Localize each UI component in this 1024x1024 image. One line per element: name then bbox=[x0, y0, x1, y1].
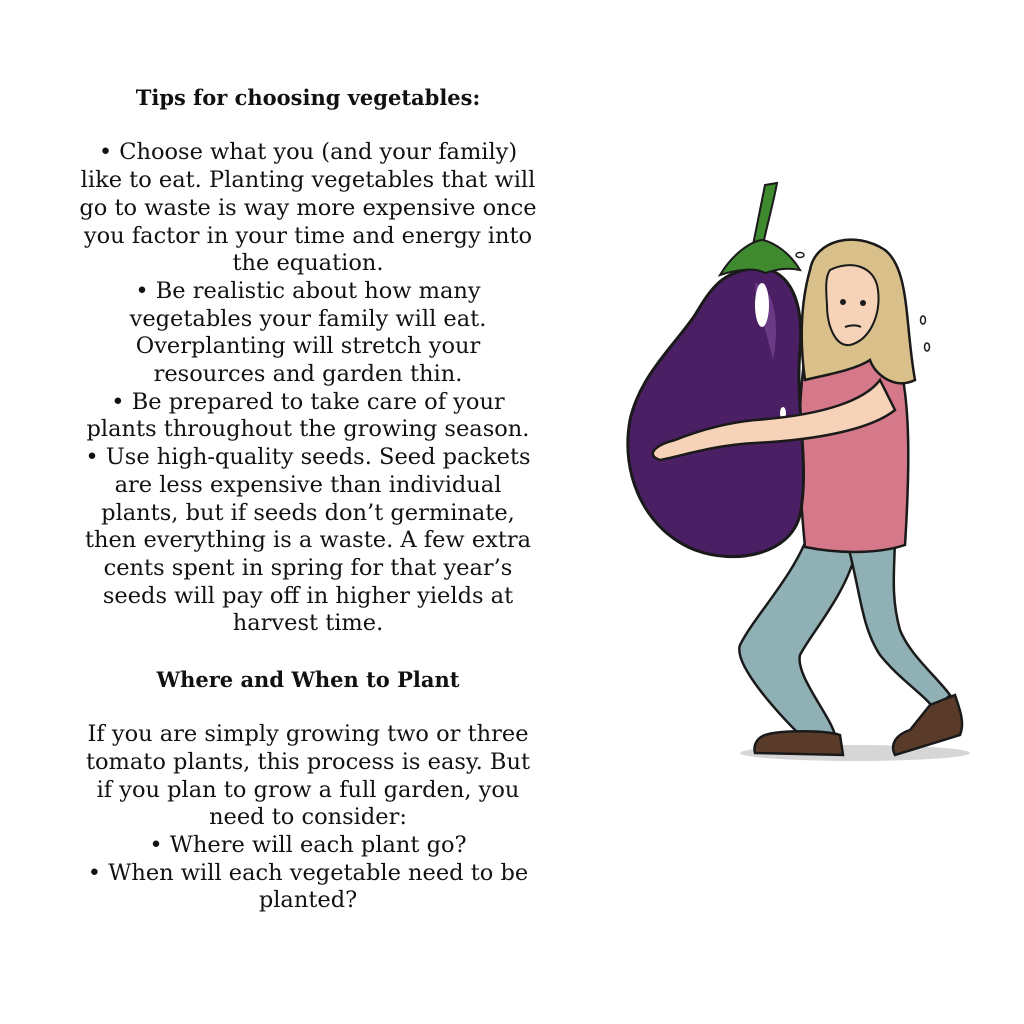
right-boot bbox=[893, 695, 962, 755]
article-text bbox=[78, 84, 538, 915]
sweat-drop bbox=[925, 343, 930, 351]
eye bbox=[860, 300, 866, 306]
tip-item: • Be prepared to take care of your plants throughout the growing season. bbox=[86, 388, 530, 443]
sweat-drop bbox=[921, 316, 926, 324]
front-leg bbox=[845, 535, 950, 710]
spacer bbox=[78, 638, 538, 666]
tip-item: • Be realistic about how many vegetables your family will eat. Overplanting will stretch your resources and garden thin. bbox=[129, 277, 487, 388]
tip-item: • Choose what you (and your family) like to eat. Planting vegetables that will go to waste is way more expensive once you factor in your time and energy into the equation. bbox=[79, 139, 537, 277]
sweat-drop bbox=[796, 253, 804, 258]
tips-heading: Tips for choosing vegetables: bbox=[135, 85, 481, 110]
question-item: • When will each vegetable need to be planted? bbox=[87, 859, 529, 914]
eye bbox=[840, 299, 846, 305]
eggplant bbox=[628, 268, 804, 556]
planting-intro: If you are simply growing two or three tomato plants, this process is easy. But if you plan to grow a full garden, you need to consider: bbox=[85, 721, 531, 831]
spacer bbox=[78, 112, 538, 140]
spacer bbox=[78, 693, 538, 721]
eggplant-calyx bbox=[720, 240, 800, 275]
eggplant-shine bbox=[755, 283, 769, 327]
woman-carrying-giant-eggplant-illustration bbox=[605, 175, 980, 775]
tip-item: • Use high-quality seeds. Seed packets are less expensive than individual plants, but if seeds don’t germinate, then everything is a waste. A few extra cents spent in spring for that year’s seeds will pay off in higher yields at harvest time. bbox=[84, 444, 532, 637]
planting-heading: Where and When to Plant bbox=[156, 666, 460, 692]
question-item: • Where will each plant go? bbox=[149, 831, 467, 858]
back-leg bbox=[739, 530, 855, 735]
eggplant-stem bbox=[753, 183, 777, 245]
left-boot bbox=[754, 731, 843, 755]
